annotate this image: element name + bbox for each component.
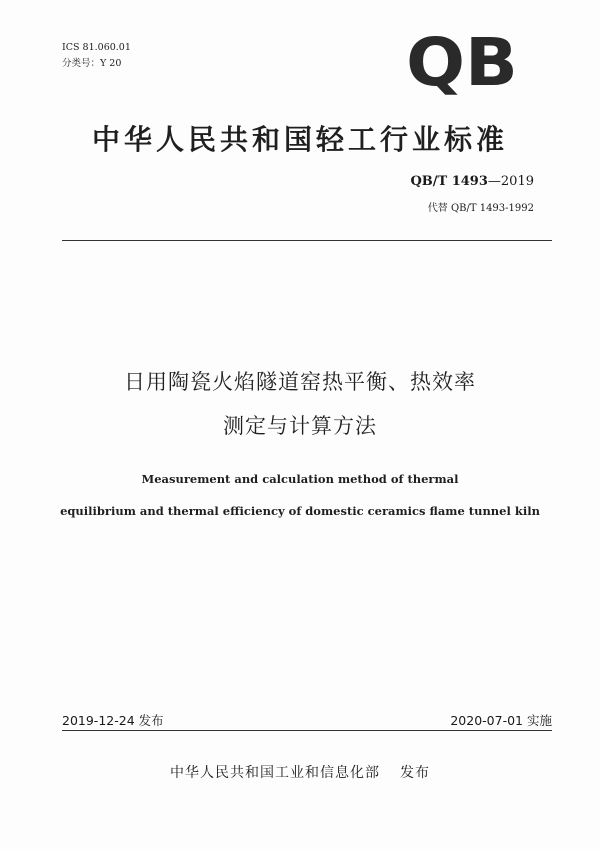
qb-logo: QB	[406, 24, 518, 101]
issue-date-value: 2019-12-24	[62, 713, 135, 728]
classification-code: 分类号：Y 20	[62, 58, 122, 69]
implementation-date-value: 2020-07-01	[450, 713, 523, 728]
title-en-line2: equilibrium and thermal efficiency of domestic ceramics flame tunnel kiln	[60, 504, 540, 518]
ics-code: ICS 81.060.01	[62, 42, 131, 53]
implementation-date	[450, 711, 552, 729]
standard-code: QB/T 1493	[410, 174, 488, 189]
title-en-line1: Measurement and calculation method of thermal	[141, 472, 459, 486]
classification-block	[62, 40, 131, 72]
issue-date	[62, 711, 164, 729]
title-zh-line2: 测定与计算方法	[223, 414, 377, 438]
issuing-verb: 发布	[400, 765, 430, 781]
standard-number	[410, 174, 534, 189]
standard-category-title: 中华人民共和国轻工行业标准	[91, 123, 508, 156]
issue-date-label: 发布	[138, 713, 164, 728]
bottom-divider	[62, 730, 552, 731]
standard-year: —2019	[487, 174, 534, 189]
top-divider	[62, 240, 552, 241]
issuing-authority-name: 中华人民共和国工业和信息化部	[170, 765, 380, 781]
replaces-note: 代替 QB/T 1493-1992	[427, 203, 534, 214]
issuing-authority	[0, 762, 600, 782]
title-zh-line1: 日用陶瓷火焰隧道窑热平衡、热效率	[124, 370, 476, 394]
implementation-date-label: 实施	[526, 713, 552, 728]
